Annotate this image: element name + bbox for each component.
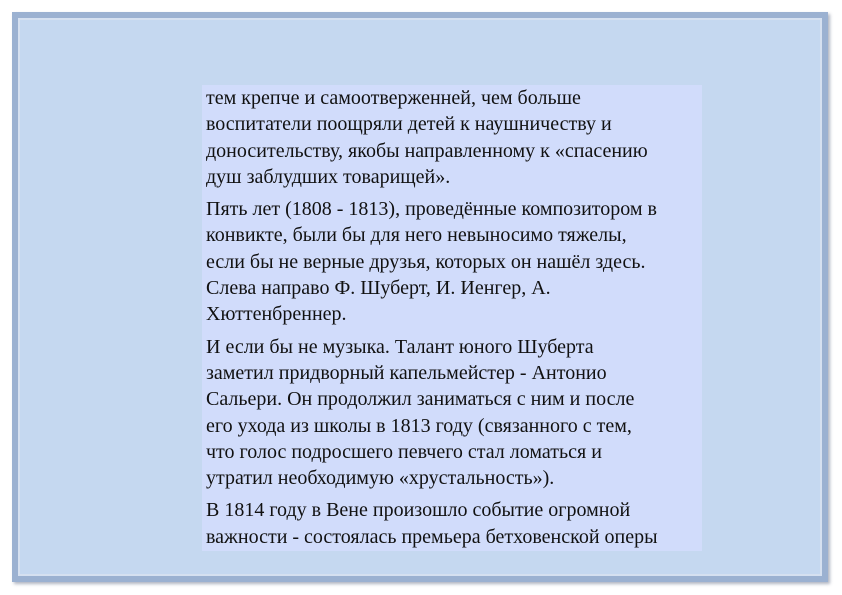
text-panel bbox=[202, 85, 702, 551]
paragraph-3: И если бы не музыка. Талант юного Шуберта заметил придворный капельмейстер - Антонио Сальери. Он продолжил заниматься с ним и после его ухода из школы в 1813 году (связанного с тем, что голос подросшего певчего стал ломаться и утратил необходимую «хрустальность»). bbox=[206, 335, 635, 490]
paragraph-2: Пять лет (1808 - 1813), проведённые композитором в конвикте, были бы для него невыносимо тяжелы, если бы не верные друзья, которых он нашёл здесь. Слева направо Ф. Шуберт, И. Иенгер, А. Хюттенбреннер. bbox=[206, 198, 657, 326]
paragraph-4: В 1814 году в Вене произошло событие огромной важности - состоялась премьера бетховенской оперы bbox=[206, 499, 658, 548]
paragraph-1: тем крепче и самоотверженней, чем больше воспитатели поощряли детей к наушничеству и доносительству, якобы направленному к «спасению душ заблудших товарищей». bbox=[206, 87, 648, 188]
